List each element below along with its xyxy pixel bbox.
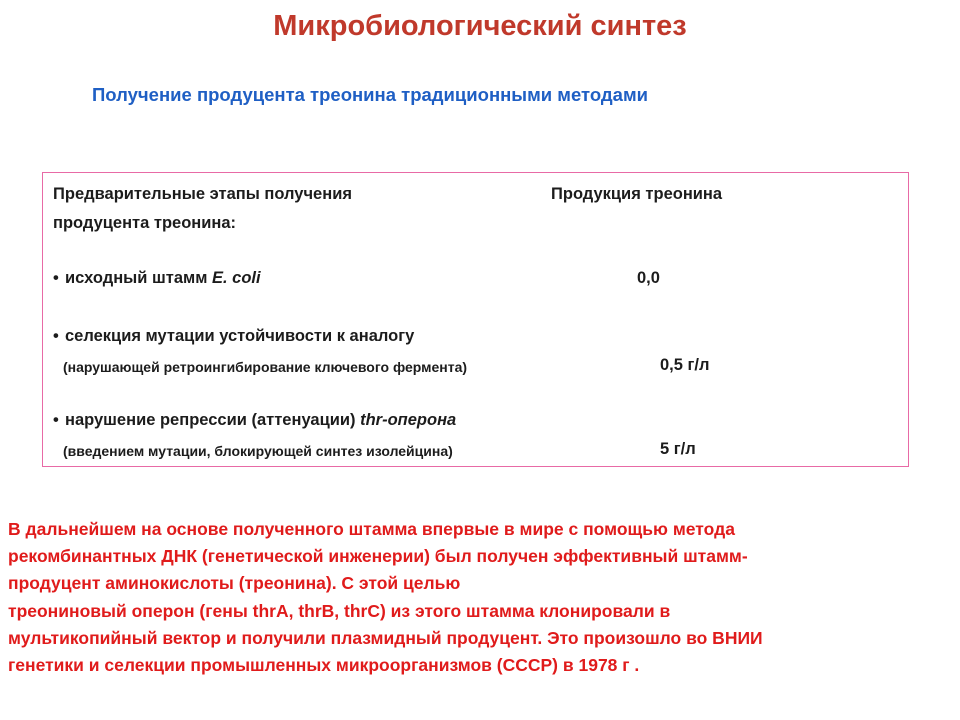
paragraph-line-1: рекомбинантных ДНК (генетической инженерии) был получен эффективный штамм-: [8, 546, 748, 567]
value-0: 0,0: [637, 269, 660, 287]
slide-subtitle: Получение продуцента треонина традиционными методами: [92, 84, 649, 105]
stage-text-2: нарушение репрессии (аттенуации): [65, 411, 361, 429]
note-1: (нарушающей ретроингибирование ключевого фермента): [63, 359, 468, 375]
bullet-2: •: [53, 411, 59, 429]
paragraph-line-2: продуцент аминокислоты (треонина). С этой целью: [8, 573, 461, 594]
value-2: 5 г/л: [660, 440, 696, 458]
header-production: Продукция треонина: [551, 185, 723, 203]
stage-italic-0: E. coli: [212, 269, 261, 287]
history-paragraph: [8, 516, 948, 679]
stage-row-2: [53, 411, 456, 430]
paragraph-line-3: треониновый оперон (гены thrA, thrB, thrC) из этого штамма клонировали в: [8, 600, 671, 621]
paragraph-line-4: мультикопийный вектор и получили плазмидный продуцент. Это произошло во ВНИИ: [8, 627, 763, 648]
stage-row-1: [53, 327, 414, 346]
paragraph-line-5: генетики и селекции промышленных микроорганизмов (СССР) в 1978 г .: [8, 655, 640, 676]
stage-text-1: селекция мутации устойчивости к аналогу: [65, 327, 415, 345]
stage-italic-2: thr-оперона: [360, 411, 457, 429]
bullet-1: •: [53, 327, 59, 345]
header-stages-line1: Предварительные этапы получения: [53, 185, 352, 203]
stage-text-0: исходный штамм: [65, 269, 212, 287]
value-1: 0,5 г/л: [660, 356, 710, 374]
stage-row-0: [53, 269, 261, 288]
header-stages-line2: продуцента треонина:: [53, 214, 237, 232]
threonine-production-table: [42, 172, 909, 467]
note-2: (введением мутации, блокирующей синтез изолейцина): [63, 443, 453, 459]
paragraph-line-0: В дальнейшем на основе полученного штамма впервые в мире с помощью метода: [8, 519, 735, 539]
bullet-0: •: [53, 269, 59, 287]
slide-title: Микробиологический синтез: [273, 10, 687, 42]
